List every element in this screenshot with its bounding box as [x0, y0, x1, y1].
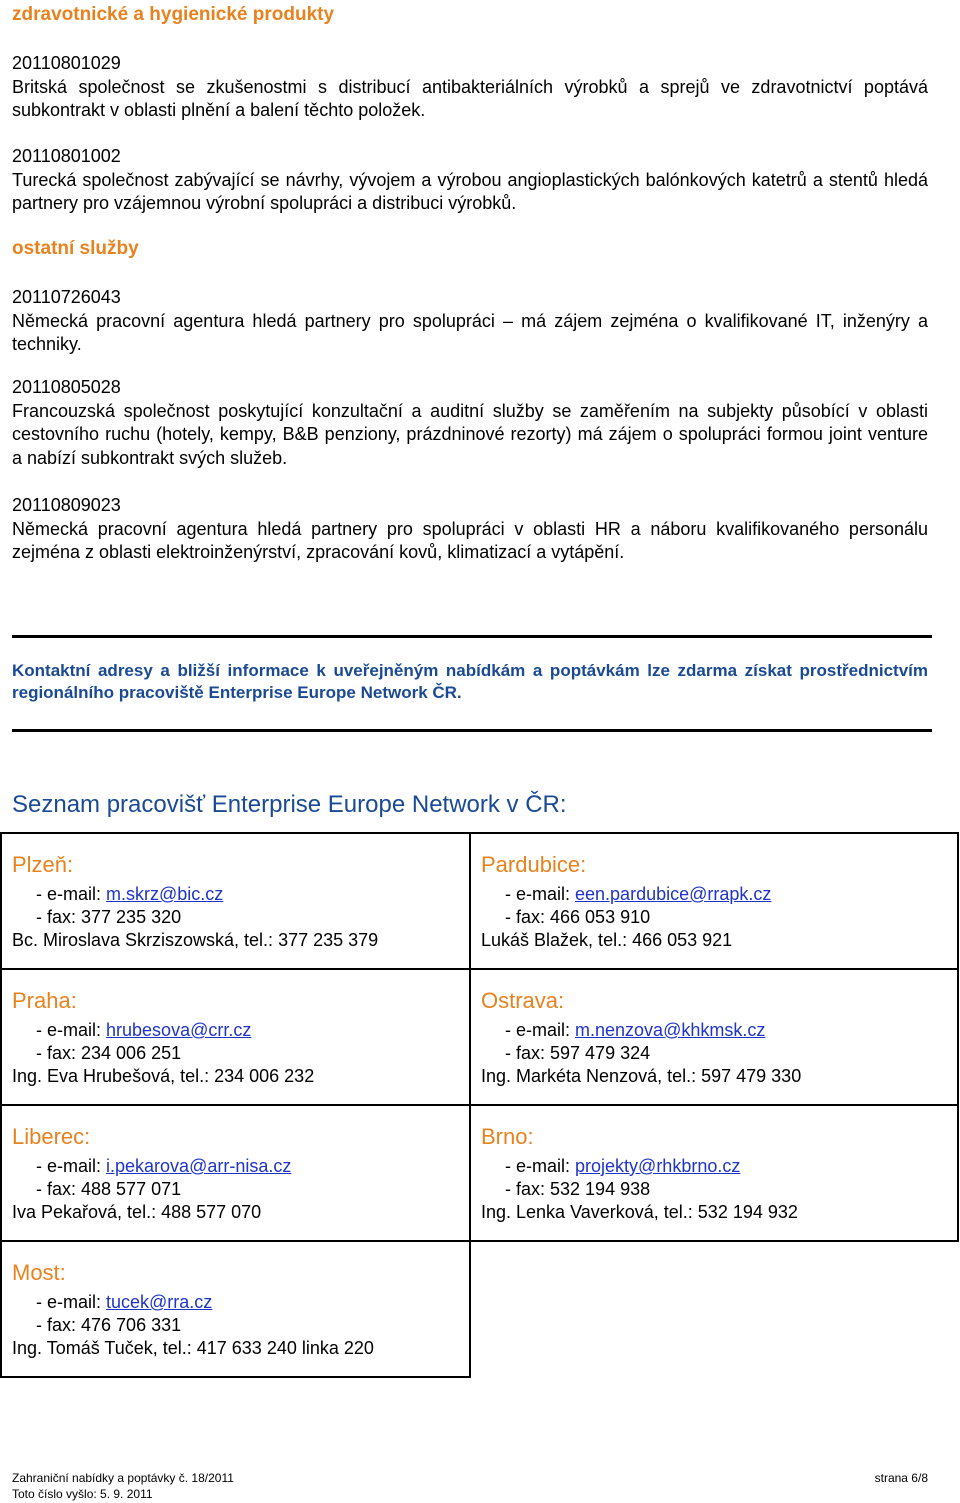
- email-link[interactable]: een.pardubice@rrapk.cz: [575, 884, 772, 904]
- footer-issue: Zahraniční nabídky a poptávky č. 18/2011: [12, 1471, 234, 1485]
- email-link[interactable]: projekty@rhkbrno.cz: [575, 1156, 741, 1176]
- office-contact: Lukáš Blažek, tel.: 466 053 921: [481, 930, 733, 950]
- section-heading-other-services: ostatní služby: [12, 238, 139, 259]
- email-link[interactable]: i.pekarova@arr-nisa.cz: [106, 1156, 292, 1176]
- offer-text: Turecká společnost zabývající se návrhy, vývojem a výrobou angioplastických balónkových katetrů a stentů hledá partnery pro vzájemnou výrobní spolupráci a distribuci výrobků.: [12, 169, 928, 213]
- office-card-ostrava: [469, 968, 959, 1106]
- office-fax: - fax: 466 053 910: [505, 907, 651, 927]
- email-label: - e-mail:: [505, 1156, 576, 1176]
- office-card-praha: [0, 968, 471, 1106]
- email-link[interactable]: hrubesova@crr.cz: [106, 1020, 252, 1040]
- footer-published: Toto číslo vyšlo: 5. 9. 2011: [12, 1487, 153, 1501]
- email-link[interactable]: tucek@rra.cz: [106, 1292, 213, 1312]
- office-email-line: [505, 1020, 765, 1041]
- email-label: - e-mail:: [36, 1020, 107, 1040]
- office-email-line: [36, 1292, 212, 1313]
- offer-item: [12, 494, 928, 565]
- office-city: Pardubice:: [481, 852, 587, 877]
- office-contact: Ing. Markéta Nenzová, tel.: 597 479 330: [481, 1066, 802, 1086]
- offer-id: 20110805028: [12, 377, 121, 397]
- offer-id: 20110801002: [12, 146, 121, 166]
- email-link[interactable]: m.nenzova@khkmsk.cz: [575, 1020, 766, 1040]
- office-fax: - fax: 377 235 320: [36, 907, 182, 927]
- office-grid: [0, 832, 959, 1378]
- office-email-line: [36, 884, 223, 905]
- office-card-brno: [469, 1104, 959, 1242]
- office-city: Praha:: [12, 988, 77, 1013]
- office-city: Brno:: [481, 1124, 534, 1149]
- divider-top: [12, 635, 932, 638]
- office-card-plzen: [0, 832, 471, 970]
- office-contact: Bc. Miroslava Skrziszowská, tel.: 377 235 379: [12, 930, 379, 950]
- email-label: - e-mail:: [36, 1156, 107, 1176]
- email-label: - e-mail:: [505, 884, 576, 904]
- office-fax: - fax: 532 194 938: [505, 1179, 651, 1199]
- offer-id: 20110809023: [12, 495, 121, 515]
- divider-bottom: [12, 729, 932, 732]
- section-heading-health-products: zdravotnické a hygienické produkty: [12, 4, 335, 25]
- office-city: Most:: [12, 1260, 66, 1285]
- email-label: - e-mail:: [36, 1292, 107, 1312]
- office-email-line: [36, 1020, 251, 1041]
- office-email-line: [36, 1156, 291, 1177]
- offer-item: [12, 145, 928, 216]
- contact-note: Kontaktní adresy a bližší informace k uveřejněným nabídkám a poptávkám lze zdarma získat prostřednictvím regionálního pracoviště Enterprise Europe Network ČR.: [12, 661, 928, 702]
- email-label: - e-mail:: [505, 1020, 576, 1040]
- office-fax: - fax: 234 006 251: [36, 1043, 182, 1063]
- office-email-line: [505, 884, 771, 905]
- office-city: Ostrava:: [481, 988, 565, 1013]
- office-fax: - fax: 476 706 331: [36, 1315, 182, 1335]
- offer-item: [12, 52, 928, 123]
- email-link[interactable]: m.skrz@bic.cz: [106, 884, 224, 904]
- office-fax: - fax: 597 479 324: [505, 1043, 651, 1063]
- office-contact: Ing. Tomáš Tuček, tel.: 417 633 240 linka 220: [12, 1338, 374, 1358]
- offer-text: Německá pracovní agentura hledá partnery pro spolupráci v oblasti HR a náboru kvalifikovaného personálu zejména z oblasti elektroinženýrství, zpracování kovů, klimatizací a vytápění.: [12, 518, 928, 562]
- offer-item: [12, 376, 928, 470]
- office-contact: Ing. Lenka Vaverková, tel.: 532 194 932: [481, 1202, 798, 1222]
- office-fax: - fax: 488 577 071: [36, 1179, 182, 1199]
- office-city: Plzeň:: [12, 852, 74, 877]
- offer-item: [12, 286, 928, 357]
- email-label: - e-mail:: [36, 884, 107, 904]
- office-list-title: Seznam pracovišť Enterprise Europe Network v ČR:: [12, 791, 567, 818]
- office-contact: Iva Pekařová, tel.: 488 577 070: [12, 1202, 262, 1222]
- offer-id: 20110801029: [12, 53, 121, 73]
- office-city: Liberec:: [12, 1124, 91, 1149]
- offer-id: 20110726043: [12, 287, 121, 307]
- office-contact: Ing. Eva Hrubešová, tel.: 234 006 232: [12, 1066, 315, 1086]
- office-card-most: [0, 1240, 471, 1378]
- footer-page-number: strana 6/8: [874, 1471, 928, 1485]
- office-card-liberec: [0, 1104, 471, 1242]
- office-card-pardubice: [469, 832, 959, 970]
- office-email-line: [505, 1156, 740, 1177]
- offer-text: Německá pracovní agentura hledá partnery pro spolupráci – má zájem zejména o kvalifikované IT, inženýry a techniky.: [12, 310, 928, 354]
- offer-text: Britská společnost se zkušenostmi s distribucí antibakteriálních výrobků a sprejů ve zdravotnictví poptává subkontrakt v oblasti plnění a balení těchto položek.: [12, 76, 928, 120]
- offer-text: Francouzská společnost poskytující konzultační a auditní služby se zaměřením na subjekty působící v oblasti cestovního ruchu (hotely, kempy, B&B penziony, prázdninové rezorty) má zájem o spolupráci formou joint venture a nabízí subkontrakt svých služeb.: [12, 400, 928, 468]
